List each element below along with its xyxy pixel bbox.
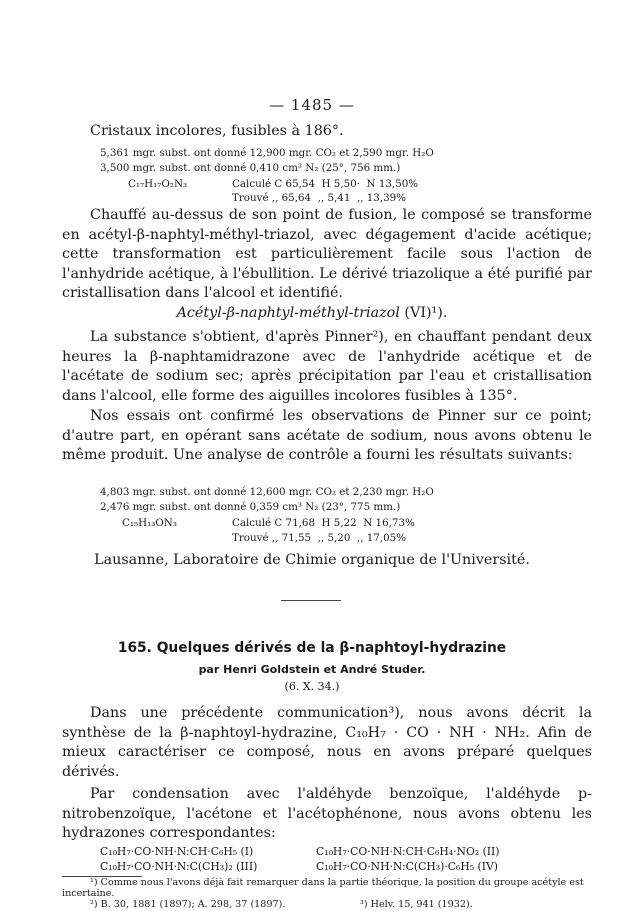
paragraph-confirmation: Nos essais ont confirmé les observations de Pinner sur ce point; d'autre part, en opérant sans acétate de sodium, nous avons obtenu le même produit. Une analyse de contrôle a fourni les résultats suivants: — [62, 408, 592, 464]
found-values-2: Trouvé ,, 71,55 ,, 5,20 ,, 17,05% — [232, 532, 407, 544]
hydrazone-formula-II: C₁₀H₇·CO·NH·N:CH·C₆H₄·NO₂ (II) — [316, 845, 500, 858]
hydrazone-formula-III: C₁₀H₇·CO·NH·N:C(CH₃)₂ (III) — [100, 860, 258, 873]
formula-c17: C₁₇H₁₇O₂N₃ — [128, 178, 188, 190]
footnote-3: ³) Helv. 15, 941 (1932). — [360, 899, 473, 910]
analysis-line-3: 4,803 mgr. subst. ont donné 12,600 mgr. CO₂ et 2,230 mgr. H₂O — [100, 486, 434, 498]
calculated-values-2: Calculé C 71,68 H 5,22 N 16,73% — [232, 517, 415, 529]
analysis-line-1: 5,361 mgr. subst. ont donné 12,900 mgr. CO₂ et 2,590 mgr. H₂O — [100, 147, 434, 159]
analysis-line-4: 2,476 mgr. subst. ont donné 0,359 cm³ N₂ (23°, 775 mm.) — [100, 501, 401, 513]
footnote-2: ²) B. 30, 1881 (1897); A. 298, 37 (1897). — [90, 899, 286, 910]
subsection-title: Acétyl-β-naphtyl-méthyl-triazol (VI)¹). — [176, 305, 448, 321]
paragraph-introduction: Dans une précédente communication³), nous avons décrit la synthèse de la β-naphtoyl-hydrazine, C₁₀H₇ · CO · NH · NH₂. Afin de mieux caractériser ce composé, nous en avons préparé quelques dérivés. — [62, 705, 592, 780]
paragraph-pinner: La substance s'obtient, d'après Pinner²), en chauffant pendant deux heures la β-naphtamidrazone avec de l'anhydride acétique et de l'acétate de sodium sec; après précipitation par l'eau et cristallisation dans l'alcool, elle forme des aiguilles incolores fusibles à 135°. — [62, 329, 592, 404]
calculated-values-1: Calculé C 65,54 H 5,50· N 13,50% — [232, 178, 419, 190]
page-number: — 1485 — — [269, 96, 355, 114]
article-date: (6. X. 34.) — [284, 680, 340, 693]
formula-c15: C₁₅H₁₃ON₃ — [122, 517, 177, 529]
section-divider — [281, 600, 341, 601]
found-values-1: Trouvé ,, 65,64 ,, 5,41 ,, 13,39% — [232, 192, 407, 204]
analysis-line-2: 3,500 mgr. subst. ont donné 0,410 cm³ N₂ (25°, 756 mm.) — [100, 162, 401, 174]
laboratory-signature: Lausanne, Laboratoire de Chimie organique de l'Université. — [94, 552, 530, 568]
hydrazone-formula-I: C₁₀H₇·CO·NH·N:CH·C₆H₅ (I) — [100, 845, 254, 858]
article-heading: 165. Quelques dérivés de la β-naphtoyl-hydrazine — [117, 640, 507, 656]
article-authors: par Henri Goldstein et André Studer. — [198, 663, 426, 676]
hydrazone-formula-IV: C₁₀H₇·CO·NH·N:C(CH₃)·C₆H₅ (IV) — [316, 860, 499, 873]
paragraph-condensation: Par condensation avec l'aldéhyde benzoïque, l'aldéhyde p-nitrobenzoïque, l'acétone et l'acétophénone, nous avons obtenu les hydrazones correspondantes: — [62, 786, 592, 842]
paragraph-crystals: Cristaux incolores, fusibles à 186°. — [90, 123, 344, 139]
footnote-1: ¹) Comme nous l'avons déjà fait remarquer dans la partie théorique, la position du groupe acétyle est incertaine. — [62, 877, 584, 899]
paragraph-heating: Chauffé au-dessus de son point de fusion, le composé se transforme en acétyl-β-naphtyl-méthyl-triazol, avec dégagement d'acide acétique; cette transformation est particulièrement facile sous l'action de l'anhydride acétique, à l'ébullition. Le dérivé triazolique a été purifié par cristallisation dans l'alcool et identifié. — [62, 207, 592, 302]
